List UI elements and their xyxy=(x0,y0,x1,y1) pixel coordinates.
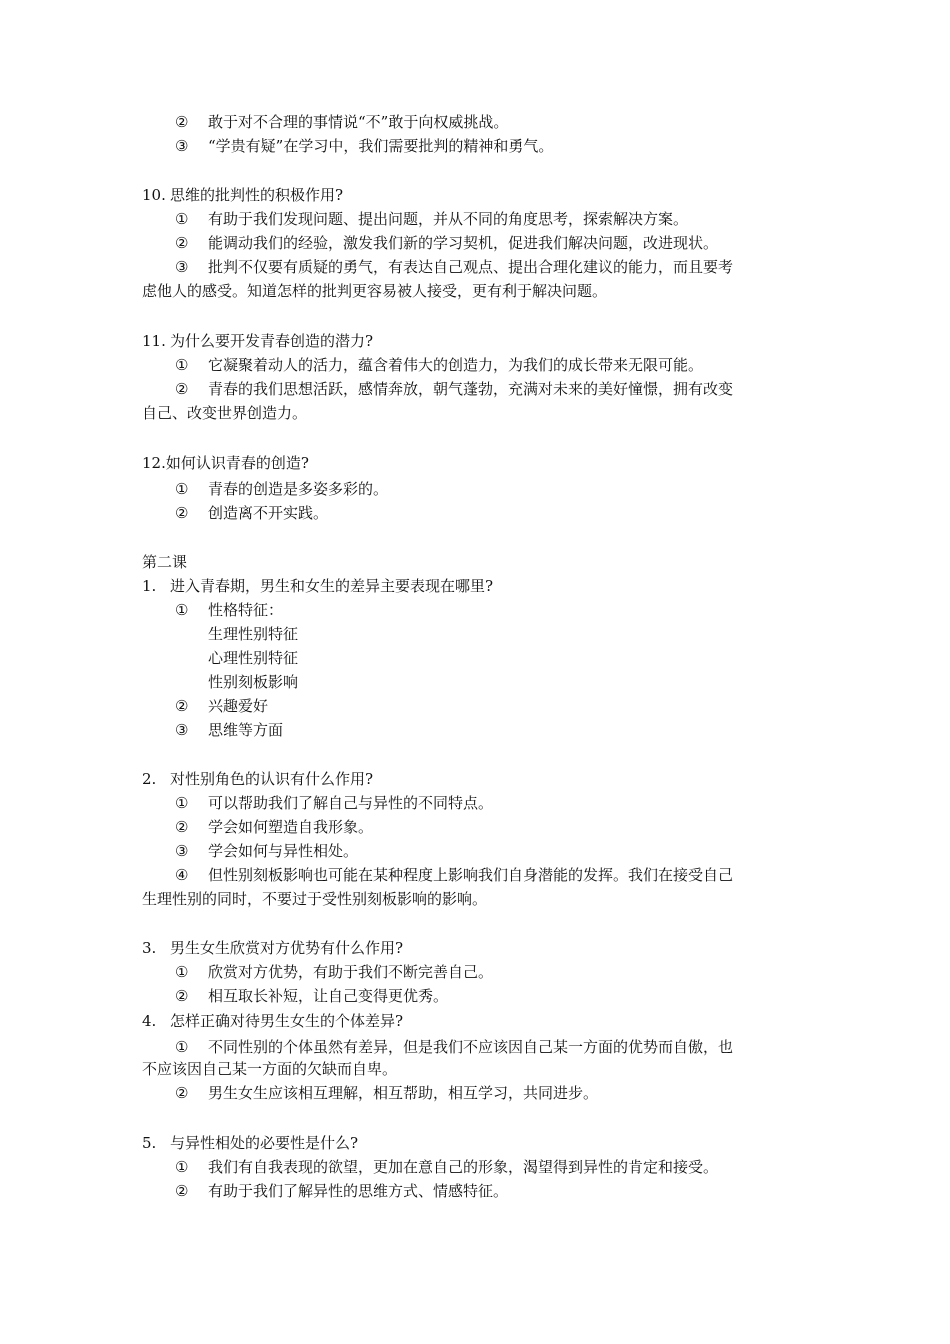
item-marker: ② xyxy=(175,113,189,131)
text-line xyxy=(175,136,553,156)
item-marker: ② xyxy=(175,504,189,522)
text-line xyxy=(142,769,373,789)
question-number: 2. xyxy=(142,770,157,788)
question-number: 5. xyxy=(142,1134,157,1152)
line-text: 批判不仅要有质疑的勇气，有表达自己观点、提出合理化建议的能力，而且要考 xyxy=(208,258,734,276)
text-line xyxy=(142,453,309,473)
line-text: 进入青春期，男生和女生的差异主要表现在哪里? xyxy=(170,577,494,595)
line-text: 欣赏对方优势，有助于我们不断完善自己。 xyxy=(208,963,494,981)
text-line xyxy=(175,986,448,1006)
line-text: 有助于我们了解异性的思维方式、情感特征。 xyxy=(208,1182,509,1200)
text-line xyxy=(142,1011,403,1031)
text-line xyxy=(142,889,487,909)
text-line xyxy=(175,720,283,740)
text-line xyxy=(142,938,403,958)
line-text: 自己、改变世界创造力。 xyxy=(142,404,308,422)
item-marker: ② xyxy=(175,987,189,1005)
item-marker: ③ xyxy=(175,258,189,276)
text-line xyxy=(142,552,187,572)
line-text: 学会如何塑造自我形象。 xyxy=(208,818,374,836)
text-line xyxy=(175,233,718,253)
line-text: 第二课 xyxy=(142,553,188,571)
question-number: 3. xyxy=(142,939,157,957)
line-text: 对性别角色的认识有什么作用? xyxy=(170,770,374,788)
text-line xyxy=(208,624,298,644)
text-line xyxy=(142,185,343,205)
question-number: 1. xyxy=(142,577,157,595)
item-marker: ① xyxy=(175,480,189,498)
text-line xyxy=(175,1037,733,1057)
line-text: 心理性别特征 xyxy=(208,649,299,667)
item-marker: ① xyxy=(175,963,189,981)
text-line xyxy=(175,209,688,229)
text-line xyxy=(142,403,307,423)
text-line xyxy=(142,576,493,596)
line-text: 性格特征： xyxy=(208,601,284,619)
line-text: 思维等方面 xyxy=(208,721,284,739)
text-line xyxy=(142,1059,397,1079)
line-text: 敢于对不合理的事情说“不”敢于向权威挑战。 xyxy=(208,113,509,131)
text-line xyxy=(142,281,607,301)
item-marker: ② xyxy=(175,1182,189,1200)
item-marker: ① xyxy=(175,601,189,619)
line-text: 能调动我们的经验，激发我们新的学习契机，促进我们解决问题，改进现状。 xyxy=(208,234,719,252)
text-line xyxy=(175,696,268,716)
line-text: 我们有自我表现的欲望，更加在意自己的形象，渴望得到异性的肯定和接受。 xyxy=(208,1158,719,1176)
line-text: 12.如何认识青春的创造? xyxy=(142,454,309,472)
text-line xyxy=(175,503,328,523)
text-line xyxy=(175,962,493,982)
text-line xyxy=(175,841,358,861)
text-line xyxy=(142,1133,358,1153)
item-marker: ④ xyxy=(175,866,189,884)
line-text: 青春的我们思想活跃，感情奔放，朝气蓬勃，充满对未来的美好憧憬，拥有改变 xyxy=(208,380,734,398)
line-text: “学贵有疑”在学习中，我们需要批判的精神和勇气。 xyxy=(208,137,554,155)
line-text: 相互取长补短，让自己变得更优秀。 xyxy=(208,987,449,1005)
item-marker: ② xyxy=(175,380,189,398)
item-marker: ② xyxy=(175,1084,189,1102)
line-text: 怎样正确对待男生女生的个体差异? xyxy=(170,1012,404,1030)
line-text: 男生女生应该相互理解，相互帮助，相互学习，共同进步。 xyxy=(208,1084,599,1102)
text-line xyxy=(208,672,298,692)
text-line xyxy=(175,600,283,620)
text-line xyxy=(175,112,508,132)
line-text: 不同性别的个体虽然有差异，但是我们不应该因自己某一方面的优势而自傲，也 xyxy=(208,1038,734,1056)
item-marker: ① xyxy=(175,210,189,228)
line-text: 兴趣爱好 xyxy=(208,697,269,715)
line-text: 可以帮助我们了解自己与异性的不同特点。 xyxy=(208,794,494,812)
line-text: 它凝聚着动人的活力，蕴含着伟大的创造力，为我们的成长带来无限可能。 xyxy=(208,356,704,374)
text-line xyxy=(175,1157,718,1177)
text-line xyxy=(175,865,733,885)
item-marker: ② xyxy=(175,697,189,715)
line-text: 青春的创造是多姿多彩的。 xyxy=(208,480,389,498)
text-line xyxy=(175,479,388,499)
line-text: 与异性相处的必要性是什么? xyxy=(170,1134,359,1152)
question-number: 11. xyxy=(142,332,166,350)
text-line xyxy=(175,793,493,813)
line-text: 有助于我们发现问题、提出问题，并从不同的角度思考，探索解决方案。 xyxy=(208,210,689,228)
text-line xyxy=(175,1181,508,1201)
text-line xyxy=(175,817,373,837)
item-marker: ① xyxy=(175,356,189,374)
text-line xyxy=(175,355,703,375)
line-text: 学会如何与异性相处。 xyxy=(208,842,359,860)
line-text: 为什么要开发青春创造的潜力? xyxy=(170,332,374,350)
line-text: 思维的批判性的积极作用? xyxy=(170,186,344,204)
line-text: 但性别刻板影响也可能在某种程度上影响我们自身潜能的发挥。我们在接受自己 xyxy=(208,866,734,884)
text-line xyxy=(175,1083,598,1103)
question-number: 4. xyxy=(142,1012,157,1030)
item-marker: ① xyxy=(175,1158,189,1176)
line-text: 性别刻板影响 xyxy=(208,673,299,691)
line-text: 生理性别的同时，不要过于受性别刻板影响的影响。 xyxy=(142,890,488,908)
text-line xyxy=(208,648,298,668)
item-marker: ③ xyxy=(175,842,189,860)
line-text: 男生女生欣赏对方优势有什么作用? xyxy=(170,939,404,957)
line-text: 虑他人的感受。知道怎样的批判更容易被人接受，更有利于解决问题。 xyxy=(142,282,608,300)
text-line xyxy=(142,331,373,351)
line-text: 不应该因自己某一方面的欠缺而自卑。 xyxy=(142,1060,398,1078)
line-text: 生理性别特征 xyxy=(208,625,299,643)
item-marker: ① xyxy=(175,794,189,812)
item-marker: ③ xyxy=(175,137,189,155)
item-marker: ② xyxy=(175,234,189,252)
question-number: 10. xyxy=(142,186,166,204)
item-marker: ③ xyxy=(175,721,189,739)
line-text: 创造离不开实践。 xyxy=(208,504,329,522)
text-line xyxy=(175,379,733,399)
item-marker: ② xyxy=(175,818,189,836)
item-marker: ① xyxy=(175,1038,189,1056)
text-line xyxy=(175,257,733,277)
